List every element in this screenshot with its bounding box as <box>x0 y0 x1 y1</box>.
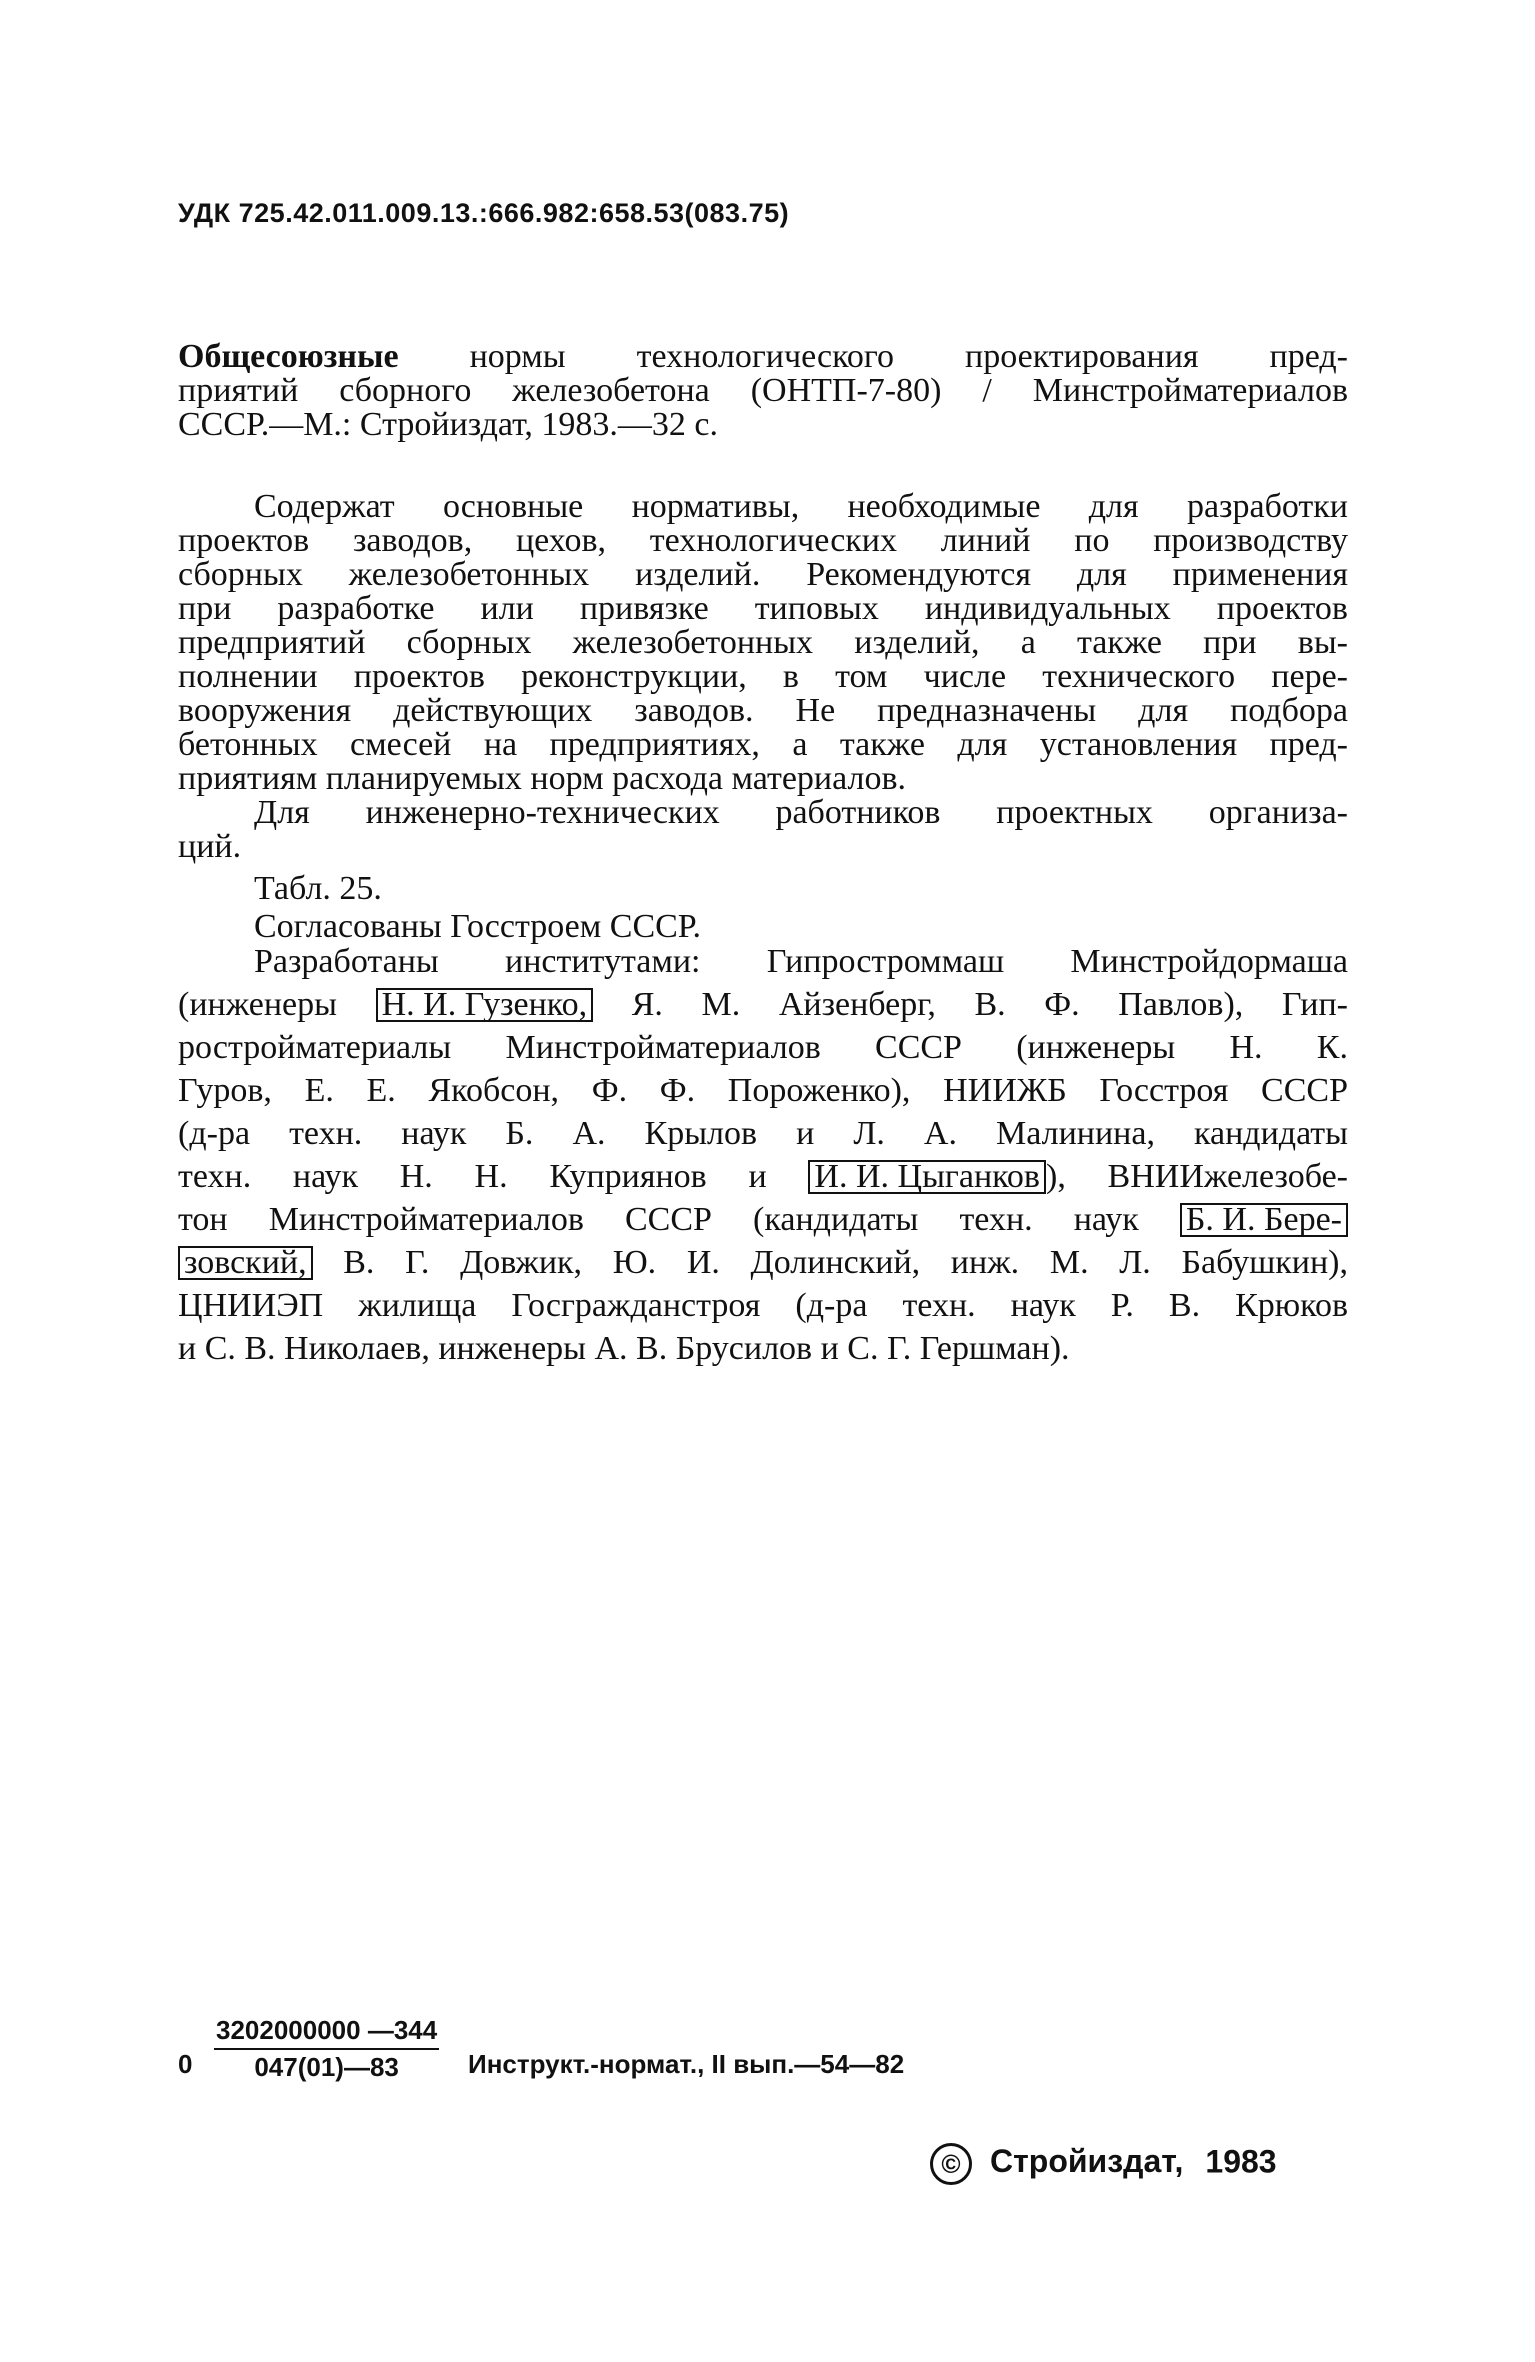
code-series: Инструкт.-нормат., II вып.—54—82 <box>468 2049 905 2079</box>
bib-line-text: СССР.—М.: Стройиздат, 1983.—32 с. <box>178 406 718 443</box>
bibliographic-description <box>178 340 1348 442</box>
authors-line: Гуров, Е. Е. Якобсон, Ф. Ф. Пороженко), НИИЖБ Госстроя СССР <box>178 1072 1348 1109</box>
bib-title-lead: Общесоюзные <box>178 338 399 375</box>
bib-line-text: нормы технологического проектирования пред- <box>398 338 1348 375</box>
authors-line <box>178 1198 1348 1241</box>
abstract-line: Содержат основные нормативы, необходимые для разработки <box>254 488 1348 525</box>
copyright-notice <box>930 2143 1277 2185</box>
deceased-author-box: Б. И. Бере- <box>1180 1203 1348 1237</box>
tables-note: Табл. 25. <box>254 870 382 907</box>
abstract-line: бетонных смесей на предприятиях, а также для установления пред- <box>178 726 1348 763</box>
authors-text: (инженеры <box>178 986 376 1023</box>
audience-line: Для инженерно-технических работников проектных организа- <box>254 794 1348 831</box>
authors-line <box>178 1155 1348 1198</box>
authors-text: ), ВНИИжелезобе- <box>1046 1158 1348 1195</box>
authors-text: техн. наук Н. Н. Куприянов и <box>178 1158 809 1195</box>
authors-line <box>178 1241 1348 1284</box>
copyright-year: 1983 <box>1205 2143 1277 2180</box>
authors-line: ростройматериалы Минстройматериалов СССР (инженеры Н. К. <box>178 1029 1348 1066</box>
authors-text: Я. М. Айзенберг, В. Ф. Павлов), Гип- <box>593 986 1348 1023</box>
authors-line: (д-ра техн. наук Б. А. Крылов и Л. А. Малинина, кандидаты <box>178 1115 1348 1152</box>
authors-line: и С. В. Николаев, инженеры А. В. Брусилов и С. Г. Гершман). <box>178 1330 1070 1367</box>
code-prefix: 0 <box>178 2049 193 2079</box>
udc-code: УДК 725.42.011.009.13.:666.982:658.53(083.75) <box>178 198 790 228</box>
bib-line-text: приятий сборного железобетона (ОНТП-7-80) / Минстройматериалов <box>178 372 1348 409</box>
abstract-line: вооружения действующих заводов. Не предназначены для подбора <box>178 692 1348 729</box>
authors-line: ЦНИИЭП жилища Госгражданстроя (д-ра техн. наук Р. В. Крюков <box>178 1287 1348 1324</box>
authors-line: Разработаны институтами: Гипростроммаш Минстройдормаша <box>254 943 1348 980</box>
abstract-line: сборных железобетонных изделий. Рекомендуются для применения <box>178 556 1348 593</box>
code-numerator: 3202000000 —344 <box>214 2015 439 2050</box>
authors-line <box>178 983 1348 1026</box>
authors-text: тон Минстройматериалов СССР (кандидаты техн. наук <box>178 1201 1180 1238</box>
abstract-line: предприятий сборных железобетонных изделий, а также при вы- <box>178 624 1348 661</box>
authors-section <box>178 940 1348 1370</box>
code-denominator: 047(01)—83 <box>254 2052 399 2082</box>
copyright-icon: © <box>930 2143 972 2185</box>
bib-line <box>178 374 1348 408</box>
abstract-line: при разработке или привязке типовых индивидуальных проектов <box>178 590 1348 627</box>
approval-note: Согласованы Госстроем СССР. <box>254 908 701 945</box>
abstract <box>178 490 1348 944</box>
authors-text: В. Г. Довжик, Ю. И. Долинский, инж. М. Л. Бабушкин), <box>312 1244 1348 1281</box>
code-fraction <box>214 2015 439 2083</box>
copyright-publisher: Стройиздат, <box>990 2143 1184 2180</box>
audience-line: ций. <box>178 828 242 865</box>
deceased-author-box: И. И. Цыганков <box>808 1160 1046 1194</box>
abstract-line: проектов заводов, цехов, технологических линий по производству <box>178 522 1348 559</box>
bib-line <box>178 408 1348 442</box>
deceased-author-box: Н. И. Гузенко, <box>376 988 593 1022</box>
deceased-author-box: зовский, <box>178 1246 313 1280</box>
bib-line <box>178 340 1348 374</box>
abstract-line: приятиям планируемых норм расхода материалов. <box>178 760 907 797</box>
abstract-line: полнении проектов реконструкции, в том числе технического пере- <box>178 658 1348 695</box>
